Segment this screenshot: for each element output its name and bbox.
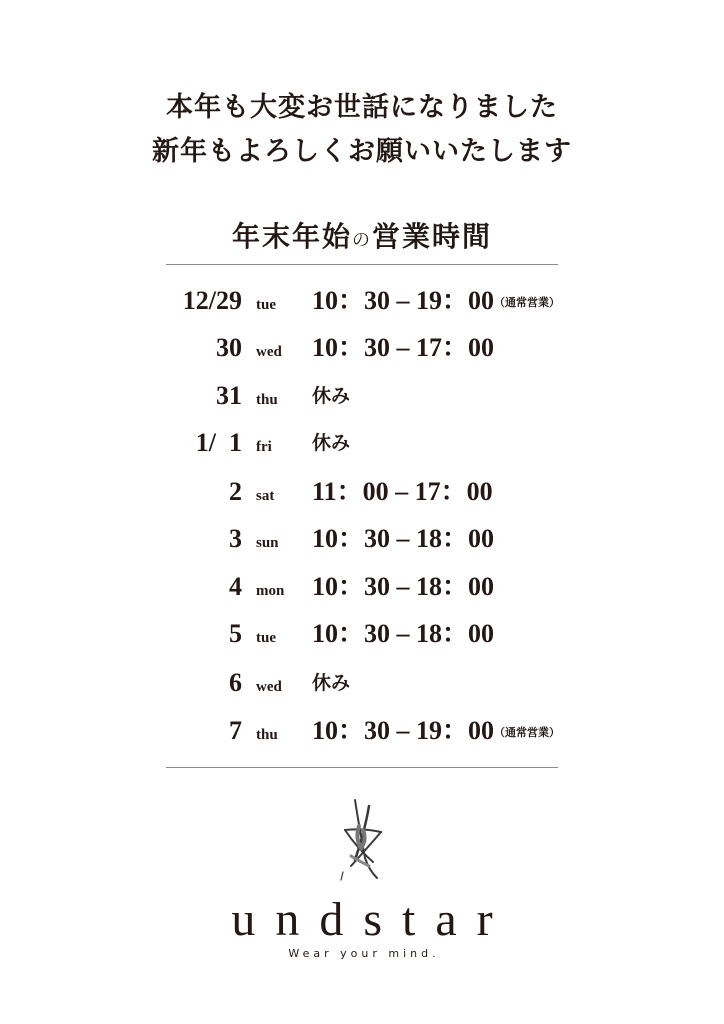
schedule-row (0, 614, 724, 654)
hours-text: 10：30 – 19：00 (312, 716, 495, 745)
title-connector: の (352, 230, 372, 251)
page-title (0, 215, 724, 255)
schedule-hours: 休み (312, 672, 351, 694)
schedule-row (0, 472, 724, 512)
schedule-row (0, 328, 724, 368)
schedule-row (0, 423, 724, 463)
schedule-row (0, 519, 724, 559)
schedule-row (0, 376, 724, 416)
schedule-day-of-week: mon (256, 583, 285, 599)
schedule-day-of-week: sun (256, 535, 279, 551)
schedule-day-of-week: wed (256, 679, 282, 695)
greeting (0, 86, 724, 174)
schedule-day-of-week: fri (256, 439, 272, 455)
greeting-line-1: 本年も大変お世話になりました (166, 92, 558, 123)
schedule-day-of-week: tue (256, 630, 276, 646)
schedule-date: 1/ 1 (195, 428, 242, 457)
schedule-hours: 10：30 – 18：00 (312, 524, 495, 553)
brand-name: undstar (231, 893, 513, 946)
top-divider (166, 264, 558, 265)
schedule-note: （通常営業） (494, 726, 561, 739)
schedule-day-of-week: thu (256, 392, 278, 408)
schedule-date: 7 (229, 716, 242, 745)
schedule-hours: 10：30 – 18：00 (312, 619, 495, 648)
schedule-row (0, 567, 724, 607)
star-logo-icon (325, 796, 399, 886)
schedule-hours: 11：00 – 17：00 (312, 477, 493, 506)
schedule-hours: 休み (312, 432, 351, 454)
schedule-day-of-week: tue (256, 297, 276, 313)
schedule-date: 5 (229, 619, 242, 648)
schedule-row (0, 281, 724, 321)
schedule-day-of-week: thu (256, 727, 278, 743)
schedule-row (0, 663, 724, 703)
schedule-hours: 休み (312, 385, 351, 407)
schedule-day-of-week: sat (256, 488, 275, 504)
schedule-date: 3 (229, 524, 242, 553)
schedule-hours (312, 711, 560, 753)
greeting-line-2: 新年もよろしくお願いいたします (152, 136, 572, 167)
schedule-note: （通常営業） (494, 296, 561, 309)
schedule-date: 31 (216, 381, 242, 410)
schedule-row (0, 711, 724, 751)
schedule-date: 12/29 (182, 286, 242, 315)
schedule-date: 30 (216, 333, 242, 362)
hours-text: 10：30 – 19：00 (312, 286, 495, 315)
bottom-divider (166, 767, 558, 768)
schedule-date: 6 (229, 668, 242, 697)
title-part-1: 年末年始 (231, 220, 352, 253)
brand-tagline: Wear your mind. (288, 947, 440, 960)
schedule-date: 4 (229, 572, 242, 601)
schedule-day-of-week: wed (256, 344, 282, 360)
schedule-hours: 10：30 – 17：00 (312, 333, 495, 362)
schedule-hours: 10：30 – 18：00 (312, 572, 495, 601)
title-part-2: 営業時間 (372, 220, 493, 253)
schedule-hours (312, 281, 560, 323)
schedule-date: 2 (229, 477, 242, 506)
